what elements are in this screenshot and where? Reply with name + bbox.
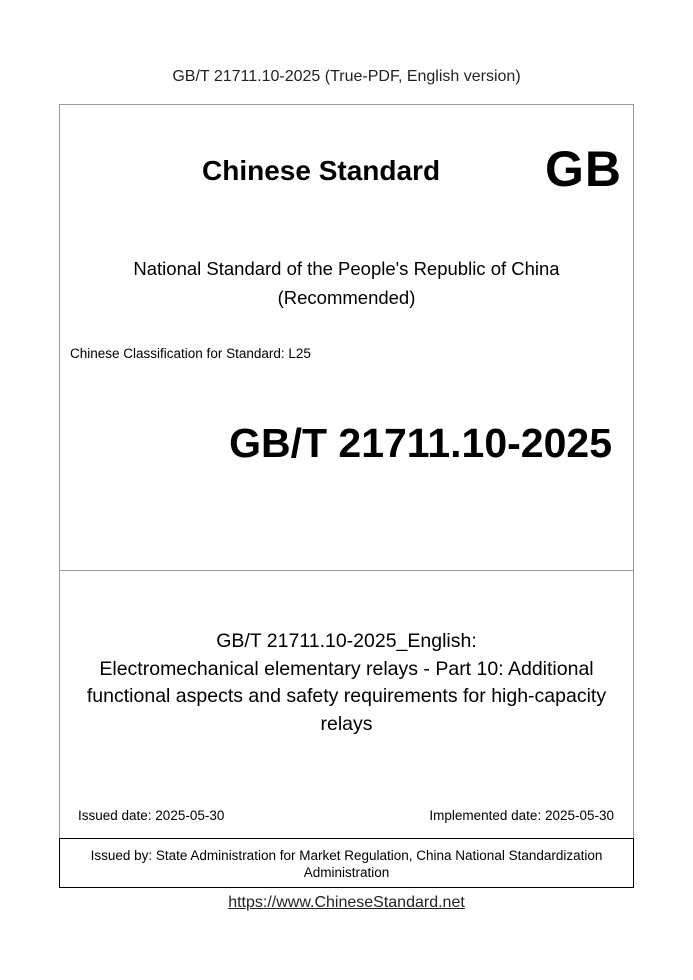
classification-text: Chinese Classification for Standard: L25: [70, 346, 311, 361]
issuer-line: Issued by: State Administration for Market Regulation, China National Standardization: [90, 848, 603, 863]
gb-logo: GB: [545, 141, 622, 197]
title-line: relays: [320, 712, 373, 735]
title-line: GB/T 21711.10-2025_English:: [216, 630, 477, 652]
website-link[interactable]: https://www.ChineseStandard.net: [228, 894, 465, 911]
document-title: [60, 628, 633, 738]
issuer-box: [59, 838, 634, 888]
chinese-standard-heading: Chinese Standard: [202, 155, 441, 186]
issuer-line: Administration: [303, 865, 390, 880]
recommended-line: (Recommended): [277, 287, 416, 308]
issued-date: Issued date: 2025-05-30: [78, 808, 225, 823]
national-standard-line: National Standard of the People's Republic of China: [133, 258, 560, 279]
document-caption: GB/T 21711.10-2025 (True-PDF, English version): [172, 68, 521, 85]
title-line: Electromechanical elementary relays - Part 10: Additional: [99, 657, 594, 680]
standard-number: GB/T 21711.10-2025: [229, 420, 612, 466]
implemented-date: Implemented date: 2025-05-30: [429, 808, 614, 823]
website-footer: [0, 894, 693, 912]
title-line: functional aspects and safety requirements for high-capacity: [86, 685, 607, 707]
